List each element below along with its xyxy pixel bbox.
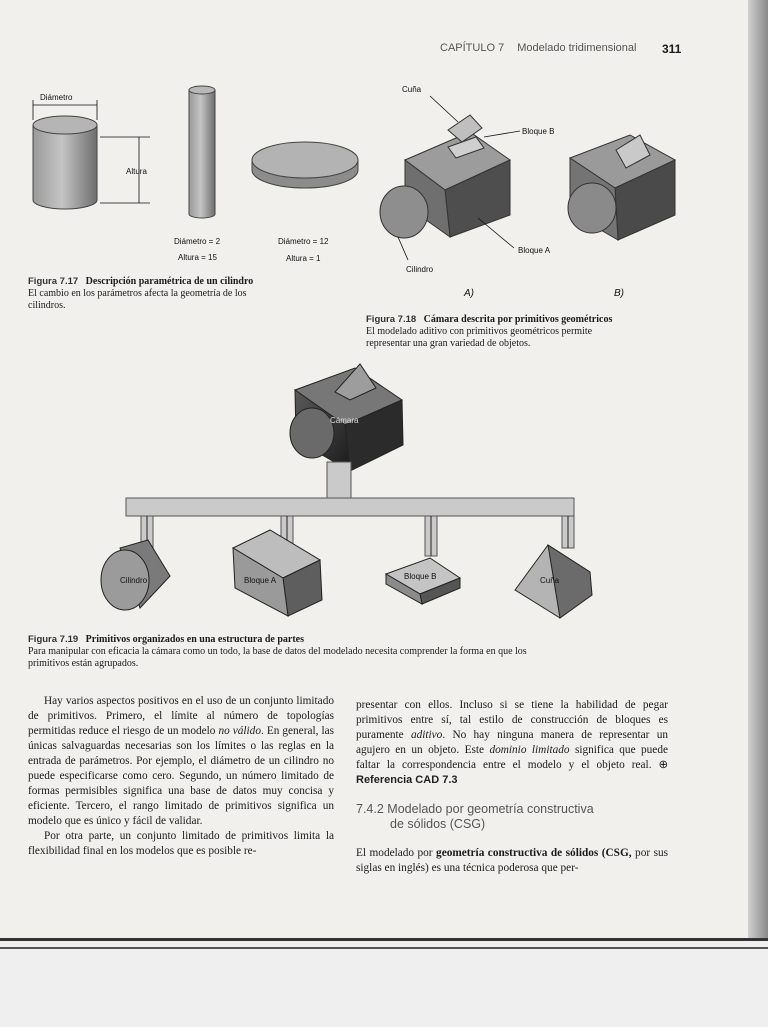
label-b: B) (614, 288, 624, 299)
fig18-number: Figura 7.18 (366, 314, 417, 325)
right-column-2 (356, 846, 668, 876)
label-diametro-2: Diámetro = 2 (174, 237, 221, 246)
right-p2-bold: geometría constructiva de sólidos (CSG, (436, 847, 632, 859)
page-number: 311 (662, 42, 682, 56)
right-paragraph-1 (356, 698, 668, 788)
fig17-cylinder-large (33, 100, 150, 209)
fig19-cylinder (101, 540, 170, 610)
cd-icon: ⊕ (658, 759, 668, 771)
fig19-text-2: primitivos están agrupados. (28, 658, 139, 669)
label-a: A) (464, 288, 474, 299)
left-p1-emphasis: no válido (218, 725, 261, 737)
scanner-bed (0, 938, 768, 1027)
section-heading (356, 802, 594, 832)
label-bloque-b-19: Bloque B (404, 572, 437, 581)
ref-cad-link: Referencia CAD 7.3 (356, 774, 458, 786)
label-bloque-a-19: Bloque A (244, 576, 277, 585)
label-altura-15: Altura = 15 (178, 253, 217, 262)
right-paragraph-2 (356, 846, 668, 876)
fig18-text-1: El modelado aditivo con primitivos geométricos permite (366, 326, 593, 337)
fig17-title: Descripción paramétrica de un cilindro (85, 276, 254, 287)
fig17-text-1: El cambio en los parámetros afecta la geometría de los (28, 288, 247, 299)
left-p1-text-a: Hay varios aspectos positivos en el uso de un conjunto limitado de primitivos. Primero, el límite al número de topologías permitidas reduce el riesgo de un modelo (28, 695, 334, 737)
fig18-camera-a (380, 96, 520, 260)
section-title-2: de sólidos (CSG) (390, 817, 486, 831)
fig17-number: Figura 7.17 (28, 276, 79, 287)
fig19-block-a (233, 530, 322, 616)
label-cilindro: Cilindro (406, 265, 434, 274)
fig18-caption (366, 314, 686, 350)
fig17-cylinder-flat (252, 142, 358, 188)
fig19-caption (28, 634, 668, 670)
label-bloque-a: Bloque A (518, 246, 551, 255)
label-diametro: Diámetro (40, 93, 73, 102)
label-cilindro-19: Cilindro (120, 576, 148, 585)
section-title-1: Modelado por geometría constructiva (387, 802, 594, 816)
chapter-label: CAPÍTULO 7 (440, 42, 505, 54)
label-altura-1: Altura = 1 (286, 254, 321, 263)
label-altura: Altura (126, 167, 147, 176)
fig19-text-1: Para manipular con eficacia la cámara como un todo, la base de datos del modelado necesita comprender la forma en que los (28, 646, 527, 657)
fig19-number: Figura 7.19 (28, 634, 79, 645)
right-p1-text-b: . No hay ninguna manera de representar un agujero en un objeto. Este (356, 729, 668, 756)
label-diametro-12: Diámetro = 12 (278, 237, 329, 246)
label-bloque-b: Bloque B (522, 127, 555, 136)
fig17-cylinder-tall (189, 86, 215, 218)
page-edge (748, 0, 768, 938)
right-p1-emphasis-1: aditivo (410, 729, 443, 741)
left-paragraph-1 (28, 694, 334, 829)
fig18-text-2: representar una gran variedad de objetos. (366, 338, 531, 349)
right-p1-text-a: presentar con ellos. Incluso si se tiene la habilidad de pegar primitivos entre sí, tal estilo de construcción de bloques es puramente (356, 699, 668, 741)
left-paragraph-2: Por otra parte, un conjunto limitado de primitivos limita la flexibilidad final en los modelos que es posible re- (28, 830, 334, 857)
chapter-title: Modelado tridimensional (517, 42, 637, 54)
right-p2-text-a: El modelado por (356, 847, 437, 859)
label-camara: Cámara (330, 416, 359, 425)
fig19-block-b (386, 558, 460, 604)
left-p1-text-b: . En general, las únicas salvaguardas necesarias son los límites o las reglas en la entrada de parámetros. Por ejemplo, el diámetro de un cilindro no puede especificarse como cero. Segundo, un número limitado de formas permisibles significa una base de datos muy concisa y eficiente. Tercero, el rango limitado de primitivos significa un modelo que es único y fácil de validar. (28, 725, 334, 827)
section-number: 7.4.2 (356, 802, 384, 816)
fig17-text-2: cilindros. (28, 300, 66, 311)
right-p2-text-b: por sus siglas en inglés) es una técnica poderosa que per- (356, 847, 669, 874)
left-column (28, 694, 334, 859)
right-p1-emphasis-2: dominio limitado (489, 744, 570, 756)
right-p1-text-c: significa que puede faltar la correspondencia entre el modelo y el objeto real. (356, 744, 668, 771)
fig18-title: Cámara descrita por primitivos geométricos (423, 314, 613, 325)
fig19-tree (126, 462, 574, 556)
label-cuna: Cuña (402, 85, 422, 94)
label-cuna-19: Cuña (540, 576, 560, 585)
right-column (356, 698, 668, 788)
fig18-camera-b (568, 135, 675, 240)
fig17-caption (28, 276, 328, 312)
fig19-title: Primitivos organizados en una estructura de partes (85, 634, 304, 645)
